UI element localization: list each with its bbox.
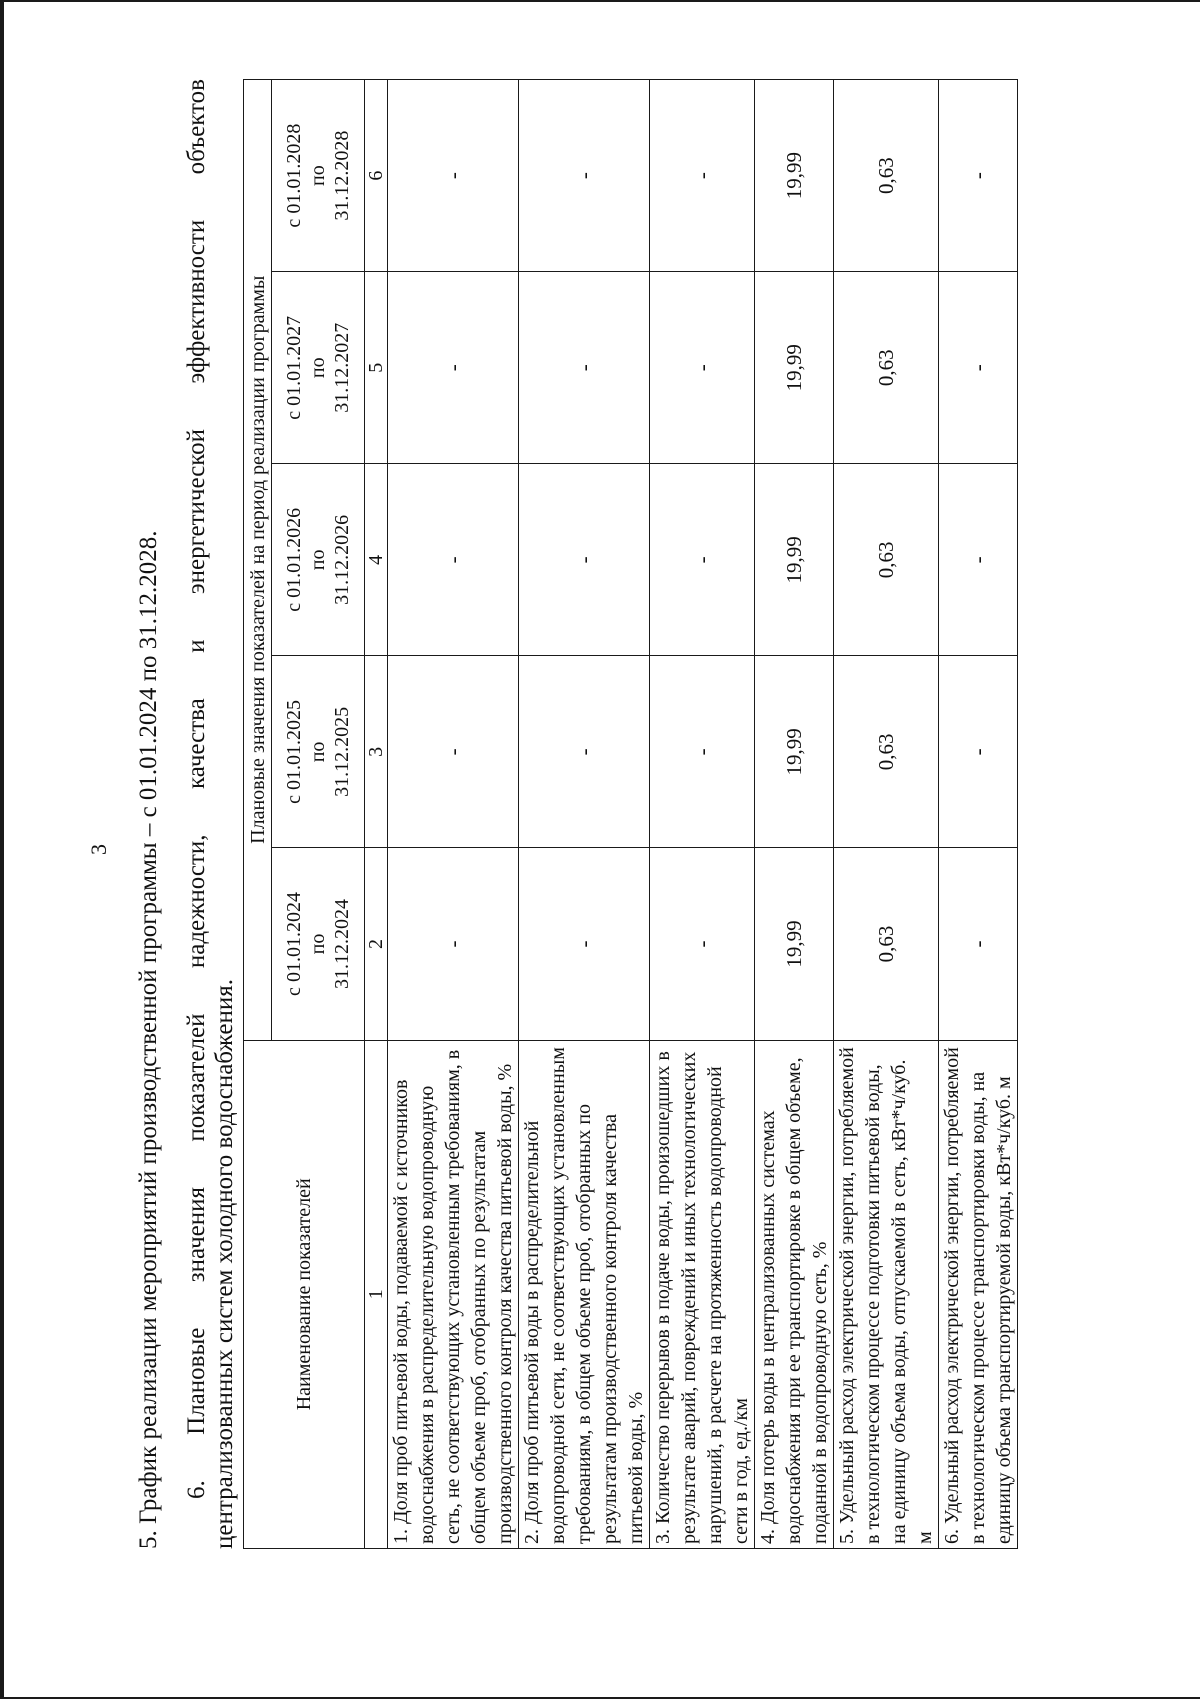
period-to: 31.12.2028 (331, 130, 354, 221)
indicator-value: 0,63 (834, 656, 939, 848)
indicator-value: - (650, 848, 755, 1040)
column-number: 4 (365, 464, 388, 656)
indicator-value: - (388, 272, 519, 464)
section-6-word: значения (183, 1186, 210, 1283)
column-number: 1 (365, 1040, 388, 1548)
indicator-value: - (939, 656, 1018, 848)
indicator-value: - (650, 656, 755, 848)
period-po: по (307, 549, 330, 571)
indicator-value: 0,63 (834, 80, 939, 272)
indicator-value: 19,99 (755, 464, 834, 656)
indicator-value: 0,63 (834, 848, 939, 1040)
section-6-word: Плановые (183, 1327, 210, 1435)
column-number: 5 (365, 272, 388, 464)
header-indicator-name: Наименование показателей (244, 1040, 365, 1548)
section-6-word: 6. (183, 1480, 210, 1499)
indicator-value: - (939, 848, 1018, 1040)
table-row (650, 80, 755, 1549)
header-period-2027 (272, 272, 365, 464)
indicator-value: - (519, 656, 650, 848)
period-to: 31.12.2025 (331, 706, 354, 797)
indicator-name: 6. Удельный расход электрической энергии, потребляемой в технологическом процессе транспортировки воды, на единицу объема транспортируемой воды, кВт*ч/куб. м (939, 1040, 1018, 1548)
column-number: 6 (365, 80, 388, 272)
section-5-heading: 5. График реализации мероприятий производственной программы – с 01.01.2024 по 31.12.2028. (135, 530, 162, 1549)
indicator-value: 19,99 (755, 848, 834, 1040)
indicator-value: 19,99 (755, 272, 834, 464)
period-po: по (307, 357, 330, 379)
indicator-value: 0,63 (834, 464, 939, 656)
table-row (939, 80, 1018, 1549)
table-row (388, 80, 519, 1549)
column-number: 2 (365, 848, 388, 1040)
indicator-value: - (519, 848, 650, 1040)
table-row (755, 80, 834, 1549)
indicator-name: 3. Количество перерывов в подаче воды, произошедших в результате аварий, повреждений и иных технологических нарушений, в расчете на протяженность водопроводной сети в год, ед./км (650, 1040, 755, 1548)
indicator-value: - (650, 80, 755, 272)
period-po: по (307, 741, 330, 763)
period-from: с 01.01.2027 (283, 315, 306, 420)
section-6-word: качества (183, 698, 210, 790)
indicator-value: - (650, 272, 755, 464)
section-6-word: эффективности (183, 219, 210, 384)
table-row (834, 80, 939, 1549)
header-period-2028 (272, 80, 365, 272)
period-from: с 01.01.2028 (283, 123, 306, 228)
section-6-word: энергетической (183, 428, 210, 595)
indicator-name: 1. Доля проб питьевой воды, подаваемой с источников водоснабжения в распределительную водопроводную сеть, не соответствующих установленным требованиям, в общем объеме проб, отобранных по результатам производственного контроля качества питьевой воды, % (388, 1040, 519, 1548)
period-to: 31.12.2026 (331, 514, 354, 605)
period-po: по (307, 165, 330, 186)
indicator-name: 5. Удельный расход электрической энергии, потребляемой в технологическом процессе подготовки питьевой воды, на единицу объема воды, отпускаемой в сеть, кВт*ч/куб. м (834, 1040, 939, 1548)
column-number-row (365, 80, 388, 1549)
period-from: с 01.01.2025 (283, 699, 306, 804)
period-to: 31.12.2024 (331, 899, 354, 989)
indicator-value: - (388, 848, 519, 1040)
indicator-value: - (519, 272, 650, 464)
period-from: с 01.01.2026 (283, 507, 306, 612)
indicator-value: 0,63 (834, 272, 939, 464)
column-number: 3 (365, 656, 388, 848)
header-period-2026 (272, 464, 365, 656)
indicator-name: 2. Доля проб питьевой воды в распределительной водопроводной сети, не соответствующих установленным требованиям, в общем объеме проб, отобранных по результатам производственного контроля качества питьевой воды, % (519, 1040, 650, 1548)
indicator-value: - (388, 656, 519, 848)
indicator-value: - (388, 80, 519, 272)
section-6-word: объектов (183, 79, 210, 175)
header-period-2025 (272, 656, 365, 848)
indicator-name: 4. Доля потерь воды в централизованных системах водоснабжения при ее транспортировке в общем объеме, поданной в водопроводную сеть, % (755, 1040, 834, 1548)
indicator-value: - (519, 464, 650, 656)
table-row (519, 80, 650, 1549)
section-6-line-1 (183, 79, 211, 1549)
page-number: 3 (86, 844, 111, 855)
section-6-word: и (183, 639, 210, 653)
section-6-word: надежности, (183, 834, 210, 969)
indicator-value: - (519, 80, 650, 272)
indicator-value: - (939, 464, 1018, 656)
header-period-2024 (272, 848, 365, 1040)
indicator-value: 19,99 (755, 80, 834, 272)
period-po: по (307, 933, 330, 955)
period-to: 31.12.2027 (331, 322, 354, 413)
indicator-value: - (388, 464, 519, 656)
indicator-value: 19,99 (755, 656, 834, 848)
indicator-value: - (939, 80, 1018, 272)
section-6-word: показателей (183, 1013, 210, 1142)
indicator-value: - (939, 272, 1018, 464)
indicators-table (243, 79, 1018, 1549)
indicator-value: - (650, 464, 755, 656)
section-6-line-2: централизованных систем холодного водоснабжения. (211, 979, 238, 1549)
period-from: с 01.01.2024 (283, 892, 306, 996)
header-planned-values: Плановые значения показателей на период реализации программы (244, 80, 272, 1041)
section-6-heading (183, 79, 239, 1549)
